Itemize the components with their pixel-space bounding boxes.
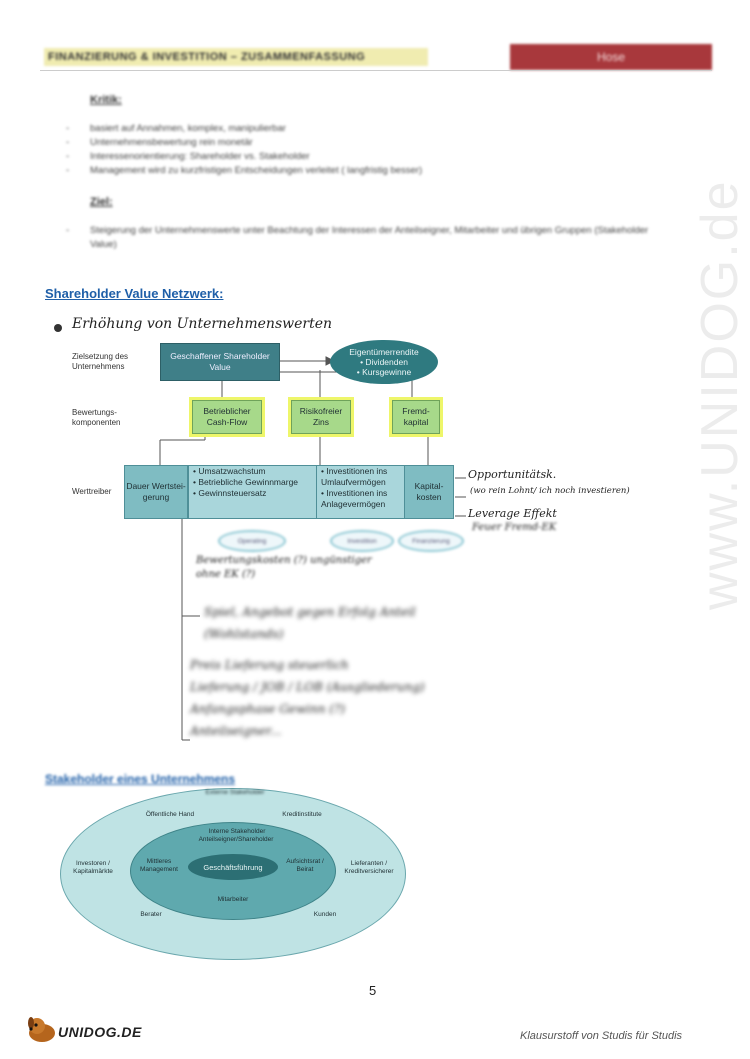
dog-logo-icon (24, 1014, 60, 1044)
stakeholder-outer-item: Berater (140, 911, 162, 918)
component-fremdkapital: Fremd-kapital (392, 400, 440, 434)
header-title: FINANZIERUNG & INVESTITION – ZUSAMMENFASSUNG (44, 48, 428, 66)
handwritten-note: Opportunitätsk. (468, 468, 557, 481)
handwritten-note: (Wohlstands) (204, 627, 284, 641)
handwritten-note: Leverage Effekt (468, 507, 557, 520)
list-item: - Management wird zu kurzfristigen Entscheidungen verleitet ( langfristig besser) (66, 164, 686, 178)
row-label-werttreiber: Werttreiber (72, 487, 112, 496)
stakeholder-outer-item: Lieferanten / Kreditversicherer (344, 860, 394, 875)
handwritten-note: Feuer Fremd-EK (472, 522, 557, 533)
eigentuemer-title: Eigentümerrendite (349, 347, 419, 357)
handwritten-note: (wo rein Lohnt/ ich noch investieren) (470, 486, 630, 496)
handwritten-note: Bewertungskosten (?) ungünstiger (196, 555, 372, 566)
driver-item: • Umsatzwachstum (193, 466, 266, 476)
stakeholder-outer-item: Investoren / Kapitalmärkte (73, 860, 113, 875)
handwritten-note: Anfangsphase Gewinn (?) (190, 702, 346, 716)
driver-item: • Gewinnsteuersatz (193, 488, 267, 498)
footer-tagline: Klausurstoff von Studis für Studis (520, 1030, 683, 1042)
stakeholder-outer-item: Kreditinstitute (282, 811, 322, 818)
network-title: Shareholder Value Netzwerk: (45, 286, 224, 301)
handwritten-note: Preis Lieferung steuerlich (190, 658, 349, 672)
eigentuemer-item: • Kursgewinne (356, 367, 412, 377)
oval-operating: Operating (218, 530, 286, 552)
eigentuemer-item: • Dividenden (360, 357, 408, 367)
handwritten-note: Anteilseigner... (190, 724, 282, 738)
handwritten-note: Lieferung / JOB / LOB (Ausgliederung) (190, 680, 425, 694)
oval-finanzierung: Finanzierung (398, 530, 464, 552)
oval-investition: Investition (330, 530, 394, 552)
list-item: - Interessenorientierung: Shareholder vs. Stakeholder (66, 150, 686, 164)
kritik-heading: Kritik: (90, 94, 122, 106)
driver-item: • Investitionen ins Umlaufvermögen (321, 466, 388, 487)
component-zins: Risikofreier Zins (291, 400, 351, 434)
row-label-zielsetzung: Zielsetzung des Unternehmens (72, 352, 129, 371)
stakeholder-inner-label: Interne Stakeholder (208, 828, 266, 835)
driver-kapitalkosten: Kapital-kosten (404, 465, 454, 519)
stakeholder-title: Stakeholder eines Unternehmens (45, 772, 236, 786)
row-label-bewertung: Bewertungs-komponenten (72, 408, 121, 427)
driver-item: • Betriebliche Gewinnmarge (193, 477, 299, 487)
list-item: - Steigerung der Unternehmenswerte unter Beachtung der Interessen der Anteilseigner, Mitarbeiter und übrigen Gruppen (Stakeholder Value) (66, 224, 666, 252)
driver-operating (188, 465, 318, 519)
footer-logo-text: UNIDOG.DE (58, 1024, 142, 1040)
driver-item: • Investitionen ins Anlagevermögen (321, 488, 388, 509)
eigentuemerrendite-oval (330, 340, 438, 384)
page-number: 5 (369, 983, 377, 998)
driver-dauer: Dauer Wertstei-gerung (124, 465, 188, 519)
handwritten-note: Spiel, Angebot gegen Erfolg Anteil (204, 605, 416, 619)
handwritten-note: ohne EK (?) (196, 569, 256, 580)
stakeholder-inner-item: Aufsichtsrat / Beirat (286, 858, 324, 873)
stakeholder-inner-sub: Anteilseigner/Shareholder (198, 836, 274, 843)
component-cashflow: Betrieblicher Cash-Flow (192, 400, 262, 434)
list-item: - Unternehmensbewertung rein monetär (66, 136, 686, 150)
list-item: - basiert auf Annahmen, komplex, manipulierbar (66, 122, 686, 136)
stakeholder-core: Geschäftsführung (188, 854, 278, 880)
watermark: www.UNIDOG.de (691, 179, 749, 610)
stakeholder-outer-item: Kunden (313, 911, 337, 918)
shareholder-value-box: Geschaffener Shareholder Value (160, 343, 280, 381)
stakeholder-inner-item: Mitarbeiter (217, 896, 249, 903)
stakeholder-outer-label: Externe Stakeholder (205, 789, 265, 796)
handwritten-heading: Erhöhung von Unternehmenswerten (72, 316, 333, 332)
stakeholder-outer-item: Öffentliche Hand (145, 811, 195, 818)
header-author-badge: Hose (510, 44, 712, 70)
driver-investment (316, 465, 408, 519)
stakeholder-inner-item: Mittleres Management (140, 858, 178, 873)
ziel-heading: Ziel: (90, 196, 113, 208)
